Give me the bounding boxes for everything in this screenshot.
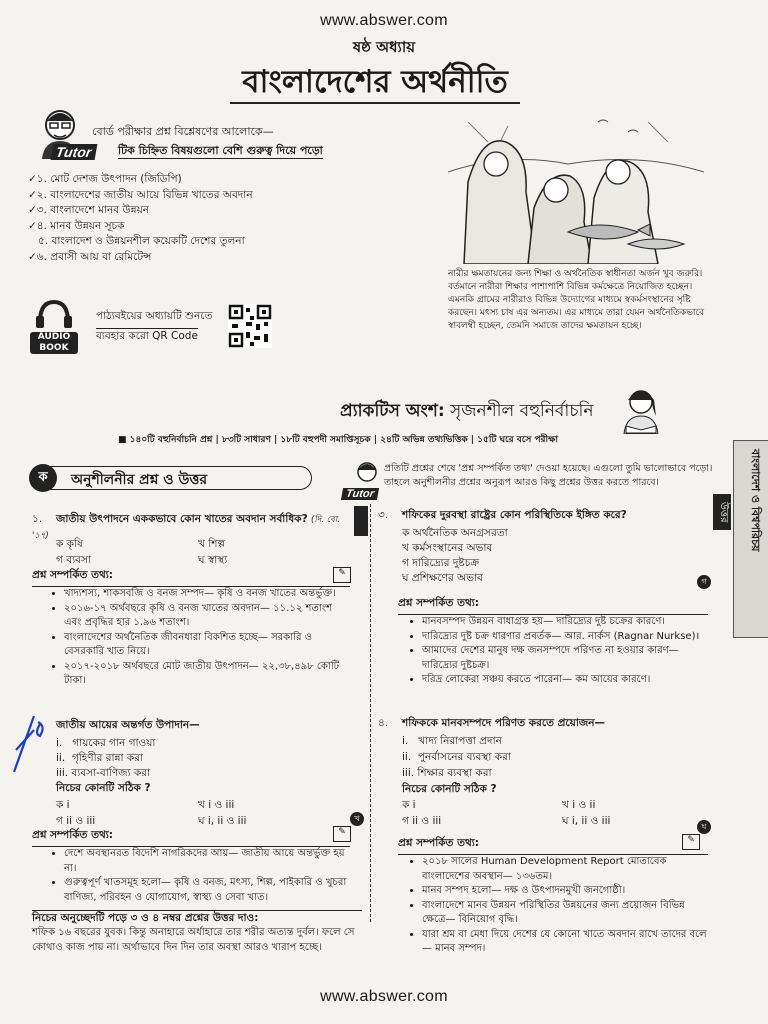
info-item: • দরিদ্র লোকেরা সঞ্চয় করতে পারেনা— কম আয়ের কারণে। (422, 673, 708, 688)
edit-icon: ✎ (333, 826, 351, 842)
q4-option-a[interactable]: ক i (402, 799, 416, 811)
side-marker: উত্তর (713, 494, 731, 530)
pen-scribble-icon (4, 710, 54, 780)
q2-option-c[interactable]: গ ii ও iii (56, 815, 96, 827)
q1-option-d[interactable]: ঘ স্বাস্থ্য (198, 554, 228, 566)
q4-item-1: i. খাদ্য নিরাপত্তা প্রদান (402, 735, 502, 747)
topic-item: ✓৬. প্রবাসী আয় বা রেমিটেন্স (28, 250, 152, 263)
practice-stats: ■ ১৪০টি বহুনির্বাচনি প্রশ্ন | ৮৩টি সাধারণ | ১৮টি বহুপদী সমাপ্তিসূচক | ২৪টি অভিন্ন তথ্যভিত্তিক | ১৫টি ঘরে বসে পরীক্ষা (118, 435, 558, 445)
watermark-bottom: www.abswer.com (320, 988, 448, 1005)
q4-info-box (398, 836, 708, 957)
practice-heading-a: প্র্যাকটিস অংশ: (340, 401, 445, 421)
q2-option-d[interactable]: ঘ i, ii ও iii (198, 815, 247, 827)
q2-option-b[interactable]: খ i ও iii (198, 799, 235, 811)
tutor-badge: Tutor (51, 144, 97, 160)
q2-prompt: নিচের কোনটি সঠিক ? (56, 782, 151, 794)
column-divider (370, 504, 371, 922)
q3-options (402, 526, 508, 586)
info-item: • বাংলাদেশের অর্থনৈতিক জীবনধারা বিকশিত হচ্ছে— সরকারি ও বেসরকারি খাত নিয়ে। (64, 631, 350, 660)
q4-text: শফিককে মানবসম্পদে পরিণত করতে প্রয়োজন— (402, 717, 606, 729)
info-item: • যারা শ্রম বা মেধা দিয়ে দেশের যে কোনো খাতে অবদান রাখে তাদের বলে— মানব সম্পদ। (422, 928, 708, 957)
edit-icon: ✎ (682, 834, 700, 850)
intro-line-2: টিক চিহ্নিত বিষয়গুলো বেশি গুরুত্ব দিয়ে পড়ো (118, 144, 323, 157)
tutor-avatar-small (354, 460, 380, 492)
topic-item: ✓২. বাংলাদেশের জাতীয় আয়ে বিভিন্ন খাতের অবদান (28, 188, 253, 201)
passage-box (32, 910, 362, 955)
q3-info-heading: প্রশ্ন সম্পর্কিত তথ্য: (398, 596, 708, 615)
q4-option-b[interactable]: খ i ও ii (562, 799, 596, 811)
q1-info-box (32, 568, 350, 689)
image-caption: নারীর ক্ষমতায়নের জন্য শিক্ষা ও অর্থনৈতিক স্বাধীনতা অর্জন খুব জরুরি। বর্তমানে নারীরা শিক্ষার পাশাপাশি বিভিন্ন কর্মক্ষেত্রে নিয়োজিত হচ্ছেন। এমনকি গ্রামের নারীরাও বিভিন্ন উদ্যোগের মাধ্যমে স্বকর্মসংস্থানের সৃষ্টি করছেন। মৎস্য চাষ এর অন্যতম। এর মাধ্যমে তারা যেমন অর্থনৈতিকভাবে স্বাবলম্বী হচ্ছেন, তেমনি সমাজে তাদের ক্ষমতায়ন হচ্ছে। (448, 269, 705, 331)
qr-code-icon (228, 304, 272, 348)
q1-text: জাতীয় উৎপাদনে এককভাবে কোন খাতের অবদান সর্বাধিক? (56, 513, 308, 525)
q1-option-a[interactable]: ক কৃষি (56, 538, 83, 550)
q2-item-1: i. গায়কের গান গাওয়া (56, 737, 156, 749)
q4-prompt: নিচের কোনটি সঠিক ? (402, 783, 497, 795)
tutor-badge-small: Tutor (341, 488, 379, 500)
q3-option-c[interactable]: গ দারিদ্র্যের দুষ্টচক্র (402, 557, 480, 569)
question-4 (378, 716, 708, 731)
section-note (384, 462, 712, 490)
section-note-2: তাহলে অনুশীলনীর প্রশ্নের অনুরূপ আরও কিছু প্রশ্নের উত্তর করতে পারবে। (384, 477, 659, 488)
student-reading-illustration (618, 386, 664, 434)
q3-option-b[interactable]: খ কর্মসংস্থানের অভাব (402, 542, 493, 554)
info-item: • দারিদ্র্যের দুষ্ট চক্র ধারণার প্রবর্তক— আর. নার্কস (Ragnar Nurkse)। (422, 630, 708, 645)
info-item: • আমাদের দেশের মানুষ দক্ষ জনসম্পদে পরিণত না হওয়ার কারণ— দারিদ্র্যের দুষ্টচক্র। (422, 644, 708, 673)
audio-text-2: ব্যবহার করো QR Code (96, 330, 198, 342)
q2-text: জাতীয় আয়ের অন্তর্গত উপাদান— (56, 719, 200, 731)
q2-info-box (32, 828, 350, 905)
answer-marker (354, 506, 368, 536)
q3-answer-badge: গ (697, 575, 711, 589)
q4-item-3: iii. শিক্ষার ব্যবস্থা করা (402, 767, 492, 779)
women-fishing-illustration (448, 112, 704, 264)
chapter-title: বাংলাদেশের অর্থনীতি (242, 64, 508, 100)
passage-text: শফিক ১৬ বছরের যুবক। কিন্তু অনাহারে অর্ধাহারে তার শরীর অত্যন্ত দুর্বল। ফলে সে কোথাও কাজ পায় না। অর্থাভাবে দিন দিন তার অবস্থা আরও খারাপ হচ্ছে। (32, 927, 355, 953)
q1-info-heading: প্রশ্ন সম্পর্কিত তথ্য: (32, 568, 350, 587)
audio-label-2: BOOK (39, 343, 69, 353)
audio-text-1: পাঠ্যবইয়ের অধ্যায়টি শুনতে (96, 310, 213, 322)
q1-number: ১. (32, 513, 43, 525)
q4-item-2: ii. পুনর্বাসনের ব্যবস্থা করা (402, 751, 511, 763)
section-number: ক (29, 464, 57, 492)
q1-option-c[interactable]: গ ব্যবসা (56, 554, 91, 566)
watermark-top: www.abswer.com (320, 12, 448, 29)
info-item: • ২০১৭-২০১৮ অর্থবছরে মোট জাতীয় উৎপাদন— ২২,৩৮,৪৯৮ কোটি টাকা। (64, 660, 350, 689)
tutor-face-icon (354, 460, 380, 488)
info-item: • ২০১৬-১৭ অর্থবছরে কৃষি ও বনজ খাতের অবদান— ১১.১২ শতাংশ এবং প্রবৃদ্ধির হার ১.৯৬ শতাংশ। (64, 602, 350, 631)
q1-ref: (দি. বো. '১৭) (32, 515, 340, 541)
q3-info-box (398, 596, 708, 688)
student-reading-icon (618, 386, 664, 434)
q4-answer-badge: ঘ (697, 820, 711, 834)
section-title: অনুশীলনীর প্রশ্ন ও উত্তর (71, 472, 208, 488)
practice-heading-b: সৃজনশীল বহুনির্বাচনি (450, 401, 594, 421)
topic-item: ✓৩. বাংলাদেশে মানব উন্নয়ন (28, 204, 150, 216)
q4-option-c[interactable]: গ ii ও iii (402, 815, 442, 827)
q4-info-heading: প্রশ্ন সম্পর্কিত তথ্য: (398, 836, 708, 855)
q3-option-a[interactable]: ক অর্থনৈতিক অনগ্রসরতা (402, 527, 508, 539)
q2-item-2: ii. গৃহিণীর রান্না করা (56, 752, 144, 764)
section-note-1: প্রতিটি প্রশ্নের শেষে 'প্রশ্ন সম্পর্কিত তথ্য' দেওয়া হয়েছে। এগুলো তুমি ভালোভাবে পড়ো। (384, 463, 713, 474)
q1-option-b[interactable]: খ শিল্প (198, 538, 225, 550)
q4-number: ৪. (378, 717, 389, 729)
q3-option-d[interactable]: ঘ প্রশিক্ষণের অভাব (402, 572, 483, 584)
info-item: • ২০১৮ সালের Human Development Report মোতাবেক বাংলাদেশের অবস্থান— ১৩৬তম। (422, 855, 708, 884)
intro-line-1: বোর্ড পরীক্ষার প্রশ্ন বিশ্লেষণের আলোকে— (92, 125, 274, 138)
section-heading (30, 466, 312, 490)
info-item: • খাদ্যশস্য, শাকসবজি ও বনজ সম্পদ— কৃষি ও বনজ খাতের অন্তর্ভুক্ত। (64, 587, 350, 602)
edit-icon: ✎ (333, 567, 351, 583)
topic-item: ৫. বাংলাদেশ ও উন্নয়নশীল কয়েকটি দেশের তুলনা (38, 235, 245, 247)
info-item: • দেশে অবস্থানরত বিদেশি নাগরিকদের আয়— জাতীয় আয়ে অন্তর্ভুক্ত হয় না। (64, 847, 350, 876)
chapter-label: ষষ্ঠ অধ্যায় (352, 38, 416, 56)
q3-text: শফিকের দুরবস্থা রাষ্ট্রের কোন পরিস্থিতিকে ইঙ্গিত করে? (402, 509, 627, 521)
q4-option-d[interactable]: ঘ i, ii ও iii (562, 815, 611, 827)
q2-answer-badge: খ (350, 812, 364, 826)
info-item: • মানবসম্পদ উন্নয়ন বাধাগ্রস্ত হয়— দারিদ্র্যের দুষ্ট চক্রের কারণে। (422, 615, 708, 630)
passage-heading: নিচের অনুচ্ছেদটি পড়ে ৩ ও ৪ নম্বর প্রশ্নের উত্তর দাও: (32, 912, 259, 924)
q2-option-a[interactable]: ক i (56, 799, 70, 811)
audio-book-badge[interactable] (30, 298, 78, 352)
q2-item-3: iii. ব্যবসা-বাণিজ্য করা (56, 767, 151, 779)
q3-number: ৩. (378, 509, 389, 521)
side-tab[interactable] (733, 440, 768, 638)
topic-list (28, 172, 253, 265)
info-item: • গুরুত্বপূর্ণ খাতসমূহ হলো— কৃষি ও বনজ, মৎস্য, শিল্প, পাইকারি ও খুচরা বাণিজ্য, পরিবহন ও যোগাযোগ, স্বাস্থ্য ও সেবা খাত। (64, 876, 350, 905)
chapter-title-box (230, 62, 520, 104)
topic-item: ✓৪. মানব উন্নয়ন সূচক (28, 219, 125, 232)
info-item: • মানব সম্পদ হলো— দক্ষ ও উৎপাদনমুখী জনগোষ্ঠী। (422, 884, 708, 899)
topic-item: ✓১. মোট দেশজ উৎপাদন (জিডিপি) (28, 173, 182, 185)
handwritten-scribble (4, 710, 54, 784)
practice-heading (340, 398, 594, 426)
question-3 (378, 508, 708, 523)
side-tab-label: বাংলাদেশ ও বিশ্বপরিচয় (749, 449, 762, 552)
qr-code[interactable] (228, 304, 272, 348)
audio-label-1: AUDIO (37, 332, 71, 342)
headphones-icon (30, 298, 78, 328)
info-item: • বাংলাদেশে মানব উন্নয়ন পরিস্থিতির উন্নয়নের জন্য প্রয়োজন বিভিন্ন ক্ষেত্রে— বিনিয়োগ বৃদ্ধি। (422, 899, 708, 928)
q2-info-heading: প্রশ্ন সম্পর্কিত তথ্য: (32, 828, 350, 847)
